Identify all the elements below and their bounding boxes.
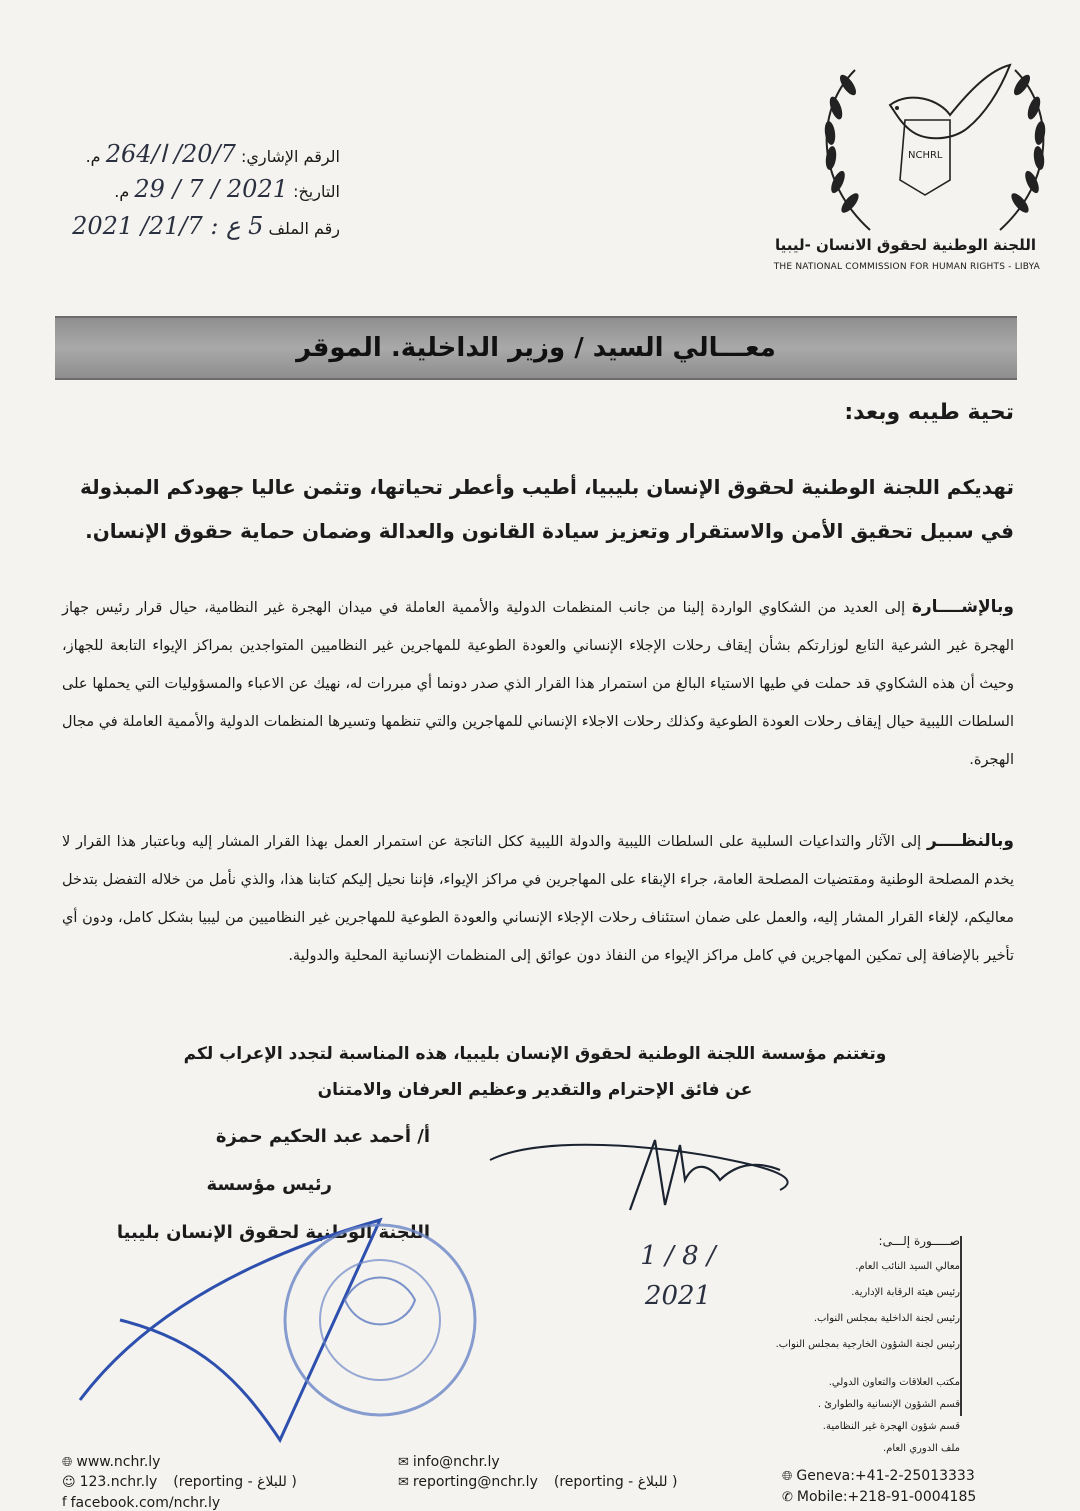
reporting-label: (reporting - للبلاغ ) [173,1474,297,1490]
para1-lead: وبالإشــــارة [911,597,1015,617]
copies-label: صـــــورة إلـــى: [878,1234,960,1248]
para2-text: إلى الآثار والتداعيات السلبية على السلطات الليبية والدولة الليبية ككل الناتجة عن استمرار العمل بهذا القرار المشار إليه وباعتبار هذا القرار لا يخدم المصلحة الوطنية ومقتضيات المصلحة العامة، جراء الإبقاء على المهاجرين في مراكز الإيواء، فإننا نحيل إليكم كتابنا هذا، والذي نأمل من خلاله التفضل بتدخل معاليكم، لإلغاء القرار المشار إليه، والعمل على ضمان استئناف رحلات الإجلاء الإنساني والعودة الطوعية للمهاجرين غير النظاميين من ليبيا بشكل كامل، ودون أي تأخير بالإضافة إلى تمكين المهاجرين في كامل مراكز الإيواء من النفاذ دون عوائق إلى المنظمات الإنسانية المحلية والدولية. [62,834,1014,964]
closing-line-1: وتغتنم مؤسسة اللجنة الوطنية لحقوق الإنسان بليبيا، هذه المناسبة لتجدد الإعراب لكم [183,1044,887,1064]
email-reporting-label: (reporting - للبلاغ ) [553,1474,678,1490]
ref-number-suffix: م. [85,147,101,166]
recipient-banner [55,316,1017,380]
signature-scribble [480,1120,820,1230]
internal-copy-item: قسم الشؤون الإنسانية والطوارئ . [817,1399,960,1410]
envelope-icon: ✉ [398,1454,409,1470]
handwritten-date: 1 / 8 / 2021 [640,1241,716,1311]
date-row [114,175,340,203]
file-row [72,212,340,240]
closing-remarks [150,1036,920,1108]
internal-copy-item: ملف الدوري العام. [882,1443,960,1454]
people-icon: ☺ [62,1474,76,1490]
copies-divider [960,1236,962,1416]
phone-icon: ✆ [782,1489,793,1505]
stamp-and-scrawl [60,1200,480,1450]
ref-number-label: الرقم الإشاري: [240,147,340,166]
para1-text: إلى العديد من الشكاوي الواردة إلينا من جانب المنظمات الدولية والأممية العاملة في ميدان الهجرة غير النظامية، حيال قرار رئيس جهاز الهجرة غير الشرعية التابع لوزارتكم بشأن إيقاف رحلات الإجلاء الإنساني والعودة الطوعية للمهاجرين غير النظاميين المتواجدين بمراكز الإيواء التابعة للجهاز، وحيث أن هذه الشكاوي قد حملت في طيها الاستياء البالغ من استمرار هذا القرار الذي صدر دونما أي مبررات له، نهيك عن الاعباء والمسؤوليات التي يحملها على السلطات الليبية حيال إيقاف رحلات العودة الطوعية وكذلك رحلات الاجلاء الإنساني للمهاجرين والتي تنظمها وتسيرها المنظمات الدولية والأممية العاملة في مجال الهجرة. [62,600,1014,768]
signatory-name: أ/ أحمد عبد الحكيم حمزة [215,1126,430,1147]
email-reporting-text: reporting@nchr.ly [412,1474,538,1490]
greeting: تحية طيبه وبعد: [844,400,1014,425]
footer-email-reporting [398,1474,677,1490]
website-text: www.nchr.ly [76,1454,161,1470]
org-name-en: THE NATIONAL COMMISSION FOR HUMAN RIGHTS - LIBYA [773,262,1040,272]
copy-item: رئيس لجنة الشؤون الخارجية بمجلس النواب. [775,1339,960,1350]
org-name-ar: اللجنة الوطنية لحقوق الانسان -ليبيا [774,236,1036,254]
internal-copy-item: مكتب العلاقات والتعاون الدولي. [828,1377,960,1388]
mobile-text: Mobile:+218-91-0004185 [796,1489,977,1505]
signatory-org: اللجنة الوطنية لحقوق الإنسان بليبيا [116,1222,430,1243]
intro-paragraph: تهديكم اللجنة الوطنية لحقوق الإنسان بليبيا، أطيب وأعطر تحياتها، وتثمن عاليا جهودكم المبذولة في سبيل تحقيق الأمن والاستقرار وتعزيز سيادة القانون والعدالة وضمان حماية حقوق الإنسان. [80,475,1014,543]
copy-item: رئيس لجنة الداخلية بمجلس النواب. [813,1313,960,1324]
facebook-text: facebook.com/nchr.ly [70,1494,221,1511]
globe-icon: 🌐︎ [62,1454,73,1470]
ref-number-value: 20/7/ ا/264 [105,140,236,168]
reporting-site-text: 123.nchr.ly [79,1474,158,1490]
footer-reporting-site [62,1474,297,1490]
date-value: 2021 / 7 / 29 [134,175,288,203]
paragraph-complaints [62,588,1014,779]
date-suffix: م. [114,182,130,201]
footer-website [62,1454,160,1470]
email-info-text: info@nchr.ly [412,1454,500,1470]
footer-facebook [62,1494,220,1511]
globe-icon: 🌐︎ [782,1468,793,1484]
logo-initials: NCHRL [908,150,943,161]
copy-item: معالي السيد النائب العام. [855,1261,960,1272]
closing-line-2: عن فائق الإحترام والتقدير وعظيم العرفان والامتنان [317,1080,753,1100]
file-label: رقم الملف [268,219,340,238]
file-value: 5 ع : 21/7/ 2021 [72,212,264,240]
facebook-icon: f [62,1495,67,1510]
ref-number-row [86,140,340,168]
copy-item: رئيس هيئة الرقابة الإدارية. [851,1287,960,1298]
geneva-text: Geneva:+41-2-25013333 [796,1468,975,1484]
recipient-text: معـــالي السيد / وزير الداخلية. الموقر [296,333,776,363]
signatory-title: رئيس مؤسسة [206,1174,332,1195]
footer-geneva-phone [782,1468,975,1484]
footer-email-info [398,1454,500,1470]
internal-copy-item: قسم شؤون الهجرة غير النظامية. [822,1421,960,1432]
date-label: التاريخ: [293,182,340,201]
para2-lead: وبالنظــــر [926,831,1014,851]
internal-copies-list [818,1372,960,1460]
footer-mobile-phone [782,1489,976,1505]
paragraph-request [62,822,1014,975]
copies-list [776,1228,960,1358]
envelope-icon: ✉ [398,1474,409,1490]
